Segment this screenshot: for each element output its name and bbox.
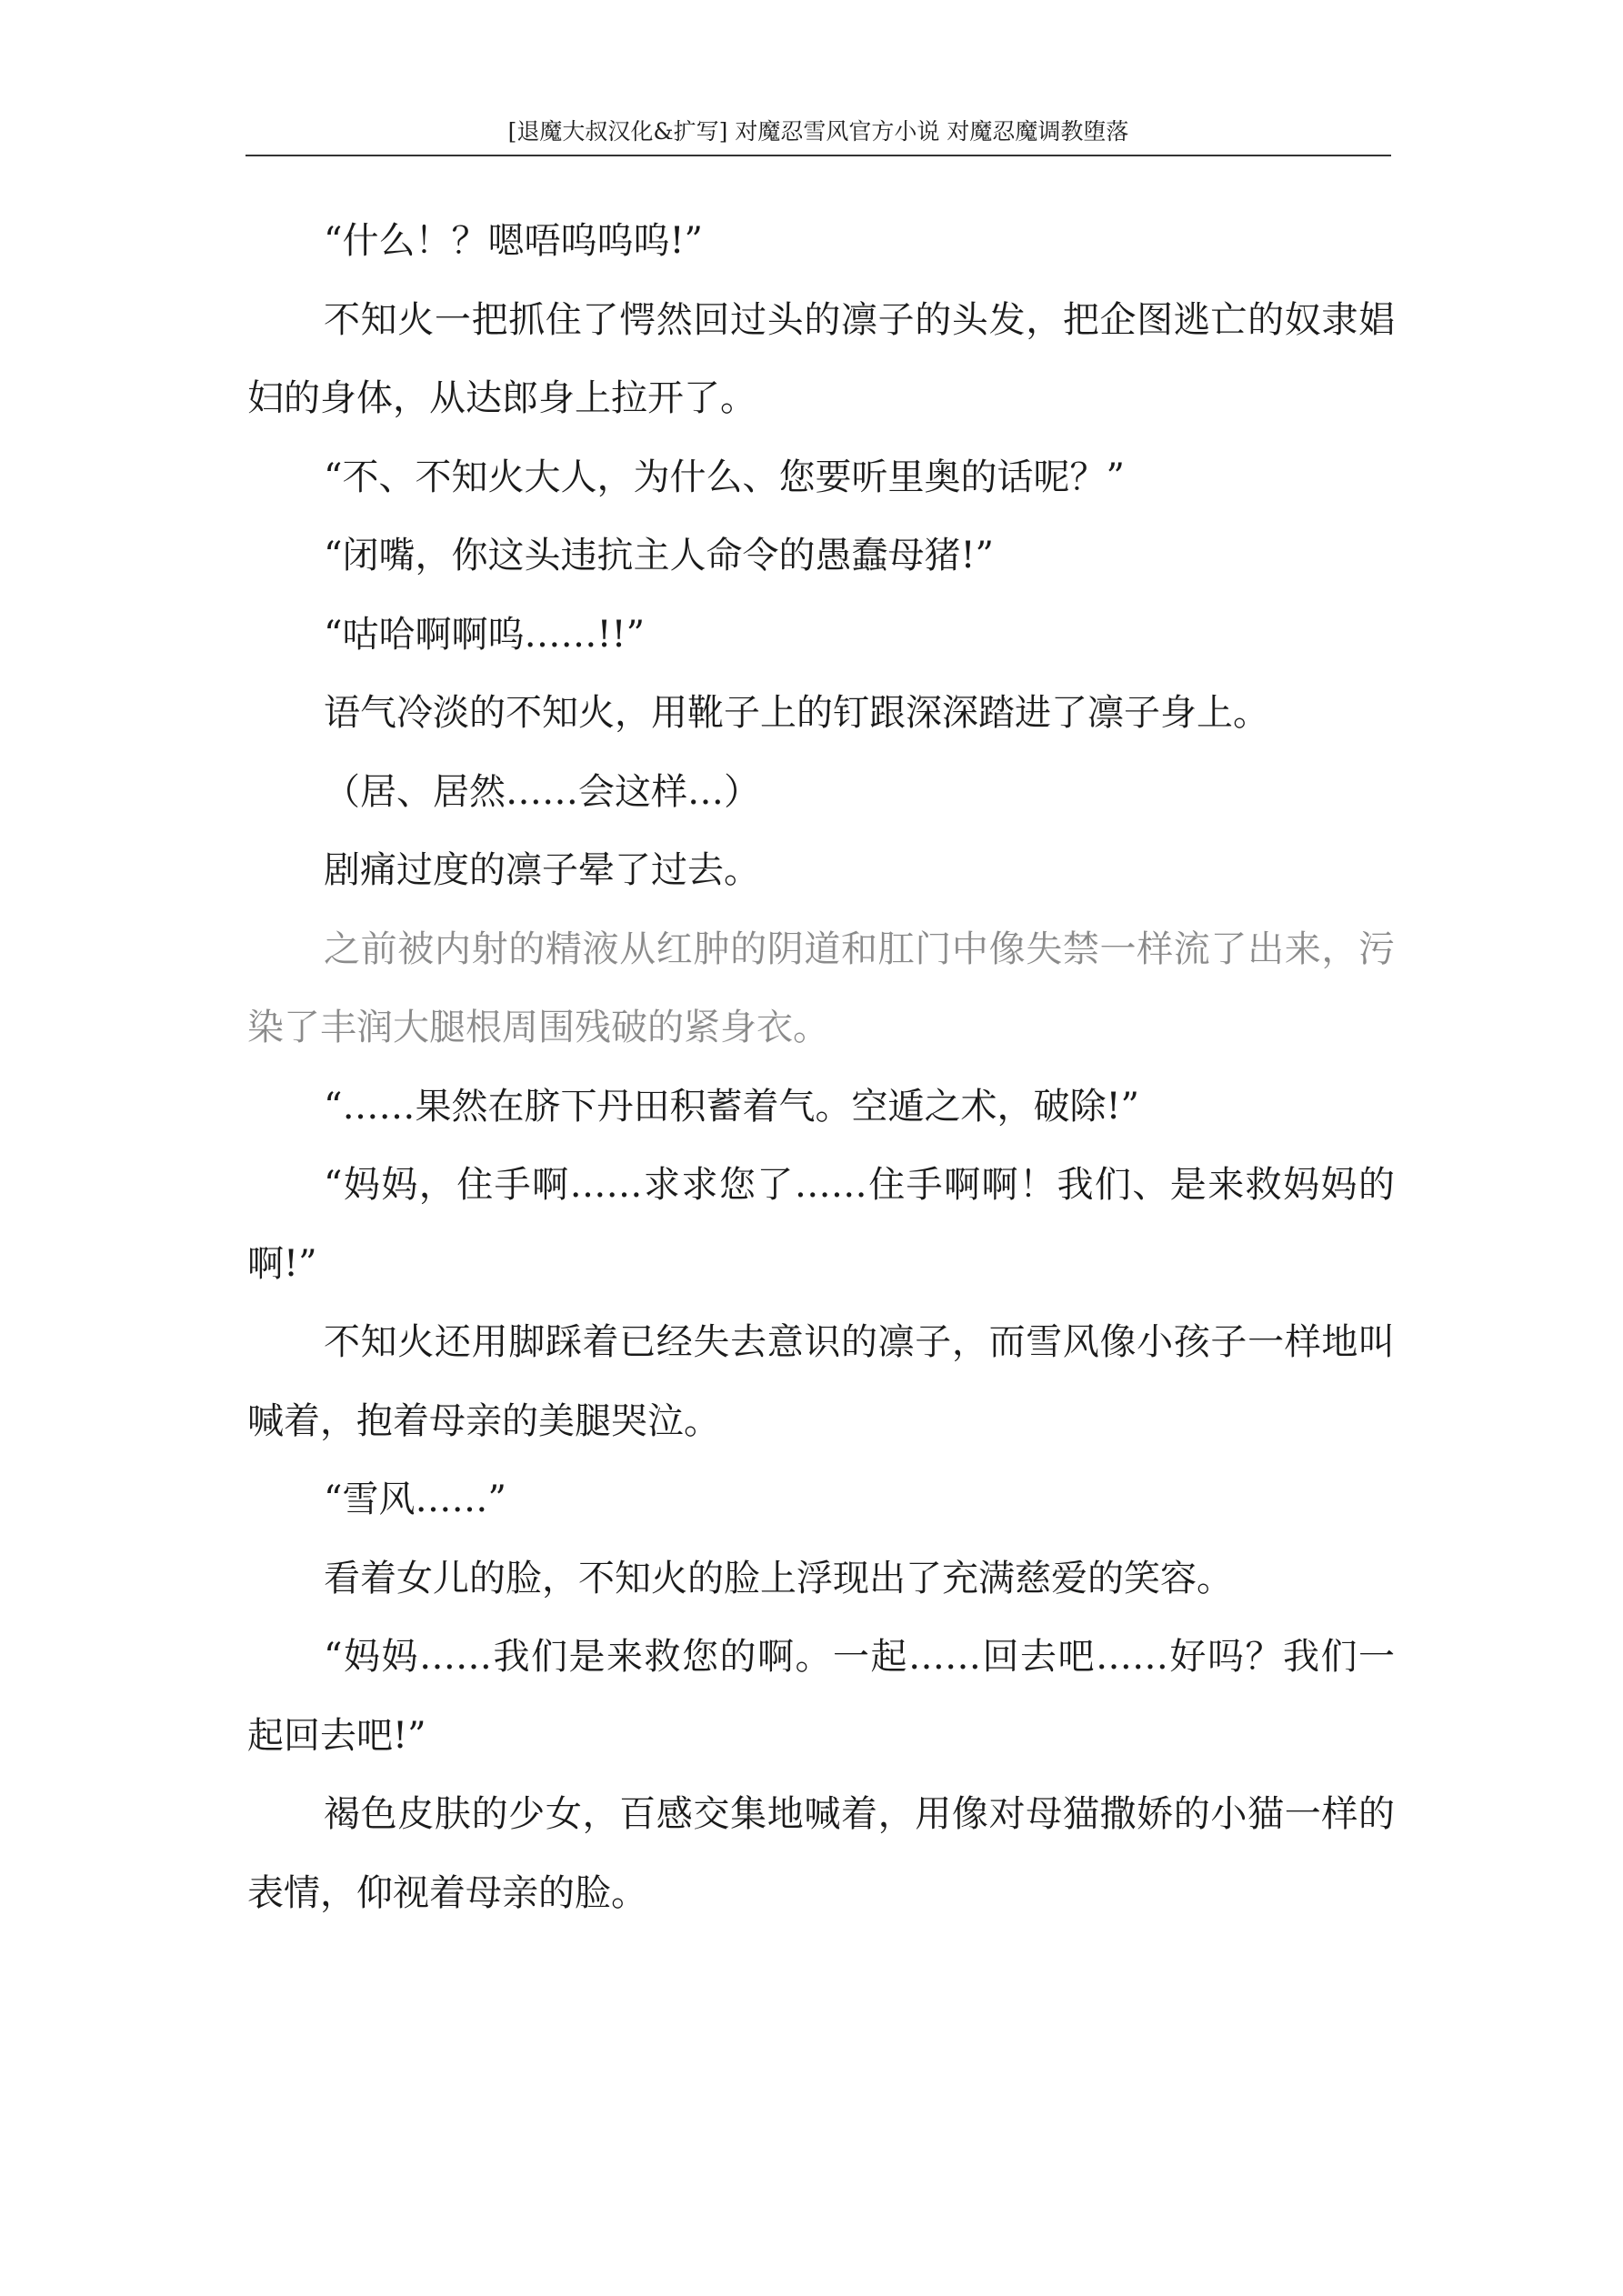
paragraph: 之前被内射的精液从红肿的阴道和肛门中像失禁一样流了出来，污染了丰润大腿根周围残破的紧身衣。 — [247, 927, 1395, 1048]
paragraph: 看着女儿的脸，不知火的脸上浮现出了充满慈爱的笑容。 — [324, 1557, 1233, 1599]
paragraph: “闭嘴，你这头违抗主人命令的愚蠢母猪!” — [324, 535, 994, 577]
paragraph: 语气冷淡的不知火，用靴子上的钉跟深深踏进了凛子身上。 — [324, 692, 1269, 734]
paragraph: （居、居然……会这样…） — [324, 770, 760, 813]
header-title: [退魔大叔汉化&扩写] 对魔忍雪风官方小说 对魔忍魔调教堕落 — [507, 118, 1129, 145]
paragraph: 剧痛过度的凛子晕了过去。 — [324, 849, 760, 891]
paragraph: 褐色皮肤的少女，百感交集地喊着，用像对母猫撒娇的小猫一样的表情，仰视着母亲的脸。 — [247, 1793, 1395, 1914]
paragraph: “……果然在脐下丹田积蓄着气。空遁之术，破除!” — [324, 1085, 1139, 1128]
paragraph: “什么！？嗯唔呜呜呜!” — [324, 220, 703, 262]
paragraph: 不知火还用脚踩着已经失去意识的凛子，而雪风像小孩子一样地叫喊着，抱着母亲的美腿哭泣。 — [247, 1321, 1395, 1442]
paragraph: “咕哈啊啊呜……!!” — [324, 613, 646, 656]
paragraph: “妈妈……我们是来救您的啊。一起……回去吧……好吗？我们一起回去吧!” — [247, 1636, 1395, 1757]
paragraph: 不知火一把抓住了愕然回过头的凛子的头发，把企图逃亡的奴隶娼妇的身体，从达郎身上拉开了。 — [247, 298, 1395, 419]
page-header — [245, 109, 1391, 156]
paragraph: “雪风……” — [324, 1479, 506, 1520]
paragraph: “妈妈，住手啊……求求您了……住手啊啊！我们、是来救妈妈的啊!” — [247, 1164, 1395, 1285]
paragraph: “不、不知火大人，为什么、您要听里奥的话呢？” — [324, 456, 1125, 498]
document-body — [247, 202, 1395, 1932]
